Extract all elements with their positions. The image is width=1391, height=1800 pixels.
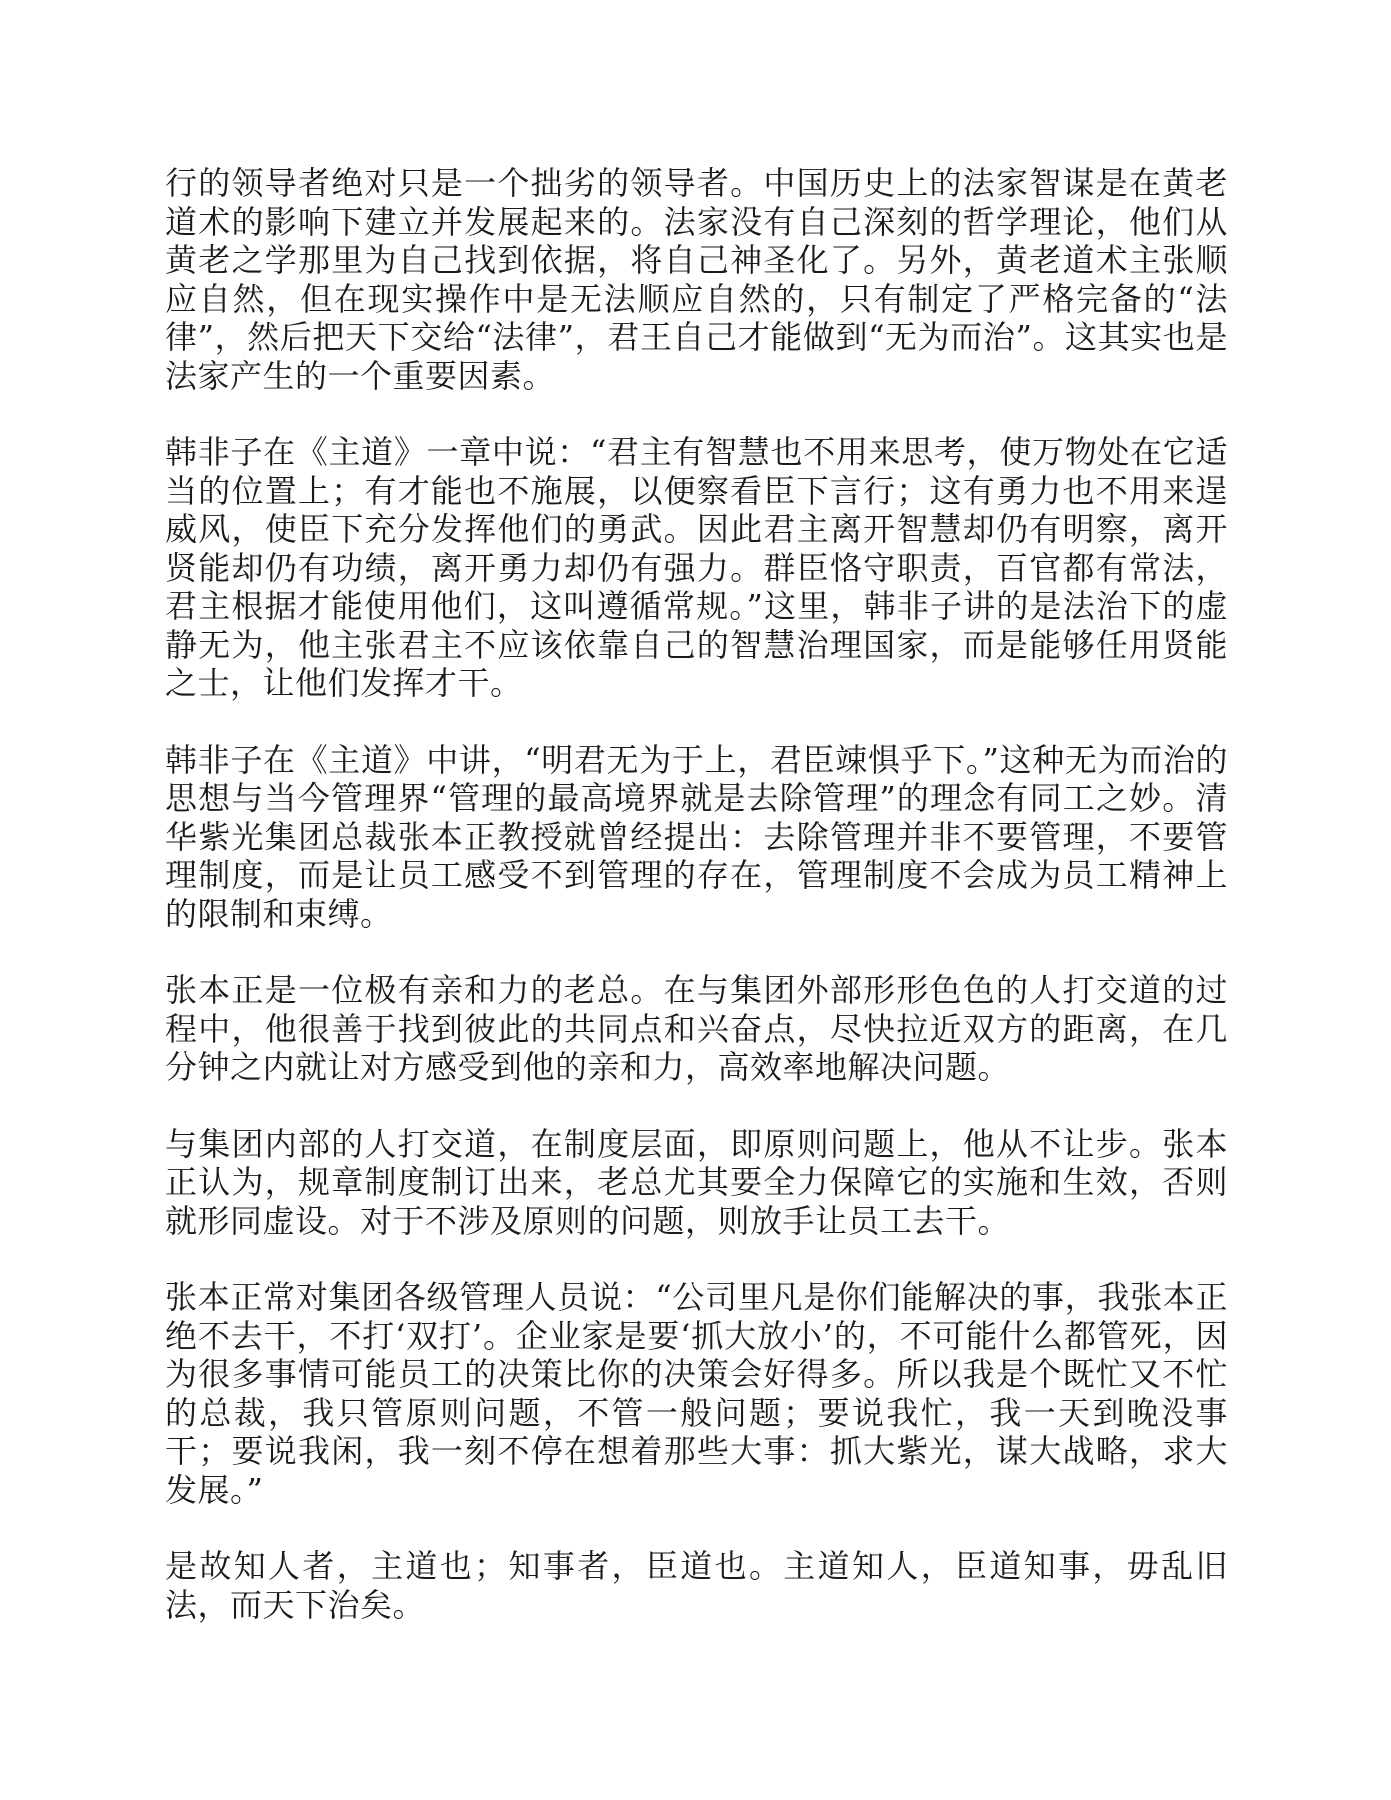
paragraph-5: 与集团内部的人打交道，在制度层面，即原则问题上，他从不让步。张本正认为，规章制度制订出来，老总尤其要全力保障它的实施和生效，否则就形同虚设。对于不涉及原则的问题，则放手让员工去干。: [165, 1124, 1228, 1240]
paragraph-1: 行的领导者绝对只是一个拙劣的领导者。中国历史上的法家智谋是在黄老道术的影响下建立并发展起来的。法家没有自己深刻的哲学理论，他们从黄老之学那里为自己找到依据，将自己神圣化了。另外，黄老道术主张顺应自然，但在现实操作中是无法顺应自然的，只有制定了严格完备的“法律”，然后把天下交给“法律”，君王自己才能做到“无为而治”。这其实也是法家产生的一个重要因素。: [165, 164, 1228, 395]
paragraph-3: 韩非子在《主道》中讲，“明君无为于上，君臣竦惧乎下。”这种无为而治的思想与当今管理界“管理的最高境界就是去除管理”的理念有同工之妙。清华紫光集团总裁张本正教授就曾经提出：去除管理并非不要管理，不要管理制度，而是让员工感受不到管理的存在，管理制度不会成为员工精神上的限制和束缚。: [165, 740, 1228, 933]
paragraph-2: 韩非子在《主道》一章中说：“君主有智慧也不用来思考，使万物处在它适当的位置上；有才能也不施展，以便察看臣下言行；这有勇力也不用来逞威风，使臣下充分发挥他们的勇武。因此君主离开智慧却仍有明察，离开贤能却仍有功绩，离开勇力却仍有强力。群臣恪守职责，百官都有常法，君主根据才能使用他们，这叫遵循常规。”这里，韩非子讲的是法治下的虚静无为，他主张君主不应该依靠自己的智慧治理国家，而是能够任用贤能之士，让他们发挥才干。: [165, 433, 1228, 702]
paragraph-7: 是故知人者，主道也；知事者，臣道也。主道知人，臣道知事，毋乱旧法，而天下治矣。: [165, 1547, 1228, 1624]
document-page: [165, 164, 1228, 1662]
paragraph-4: 张本正是一位极有亲和力的老总。在与集团外部形形色色的人打交道的过程中，他很善于找到彼此的共同点和兴奋点，尽快拉近双方的距离，在几分钟之内就让对方感受到他的亲和力，高效率地解决问题。: [165, 971, 1228, 1086]
paragraph-6: 张本正常对集团各级管理人员说：“公司里凡是你们能解决的事，我张本正绝不去干，不打‘双打’。企业家是要‘抓大放小’的，不可能什么都管死，因为很多事情可能员工的决策比你的决策会好得多。所以我是个既忙又不忙的总裁，我只管原则问题，不管一般问题；要说我忙，我一天到晚没事干；要说我闲，我一刻不停在想着那些大事：抓大紫光，谋大战略，求大发展。”: [165, 1278, 1228, 1509]
